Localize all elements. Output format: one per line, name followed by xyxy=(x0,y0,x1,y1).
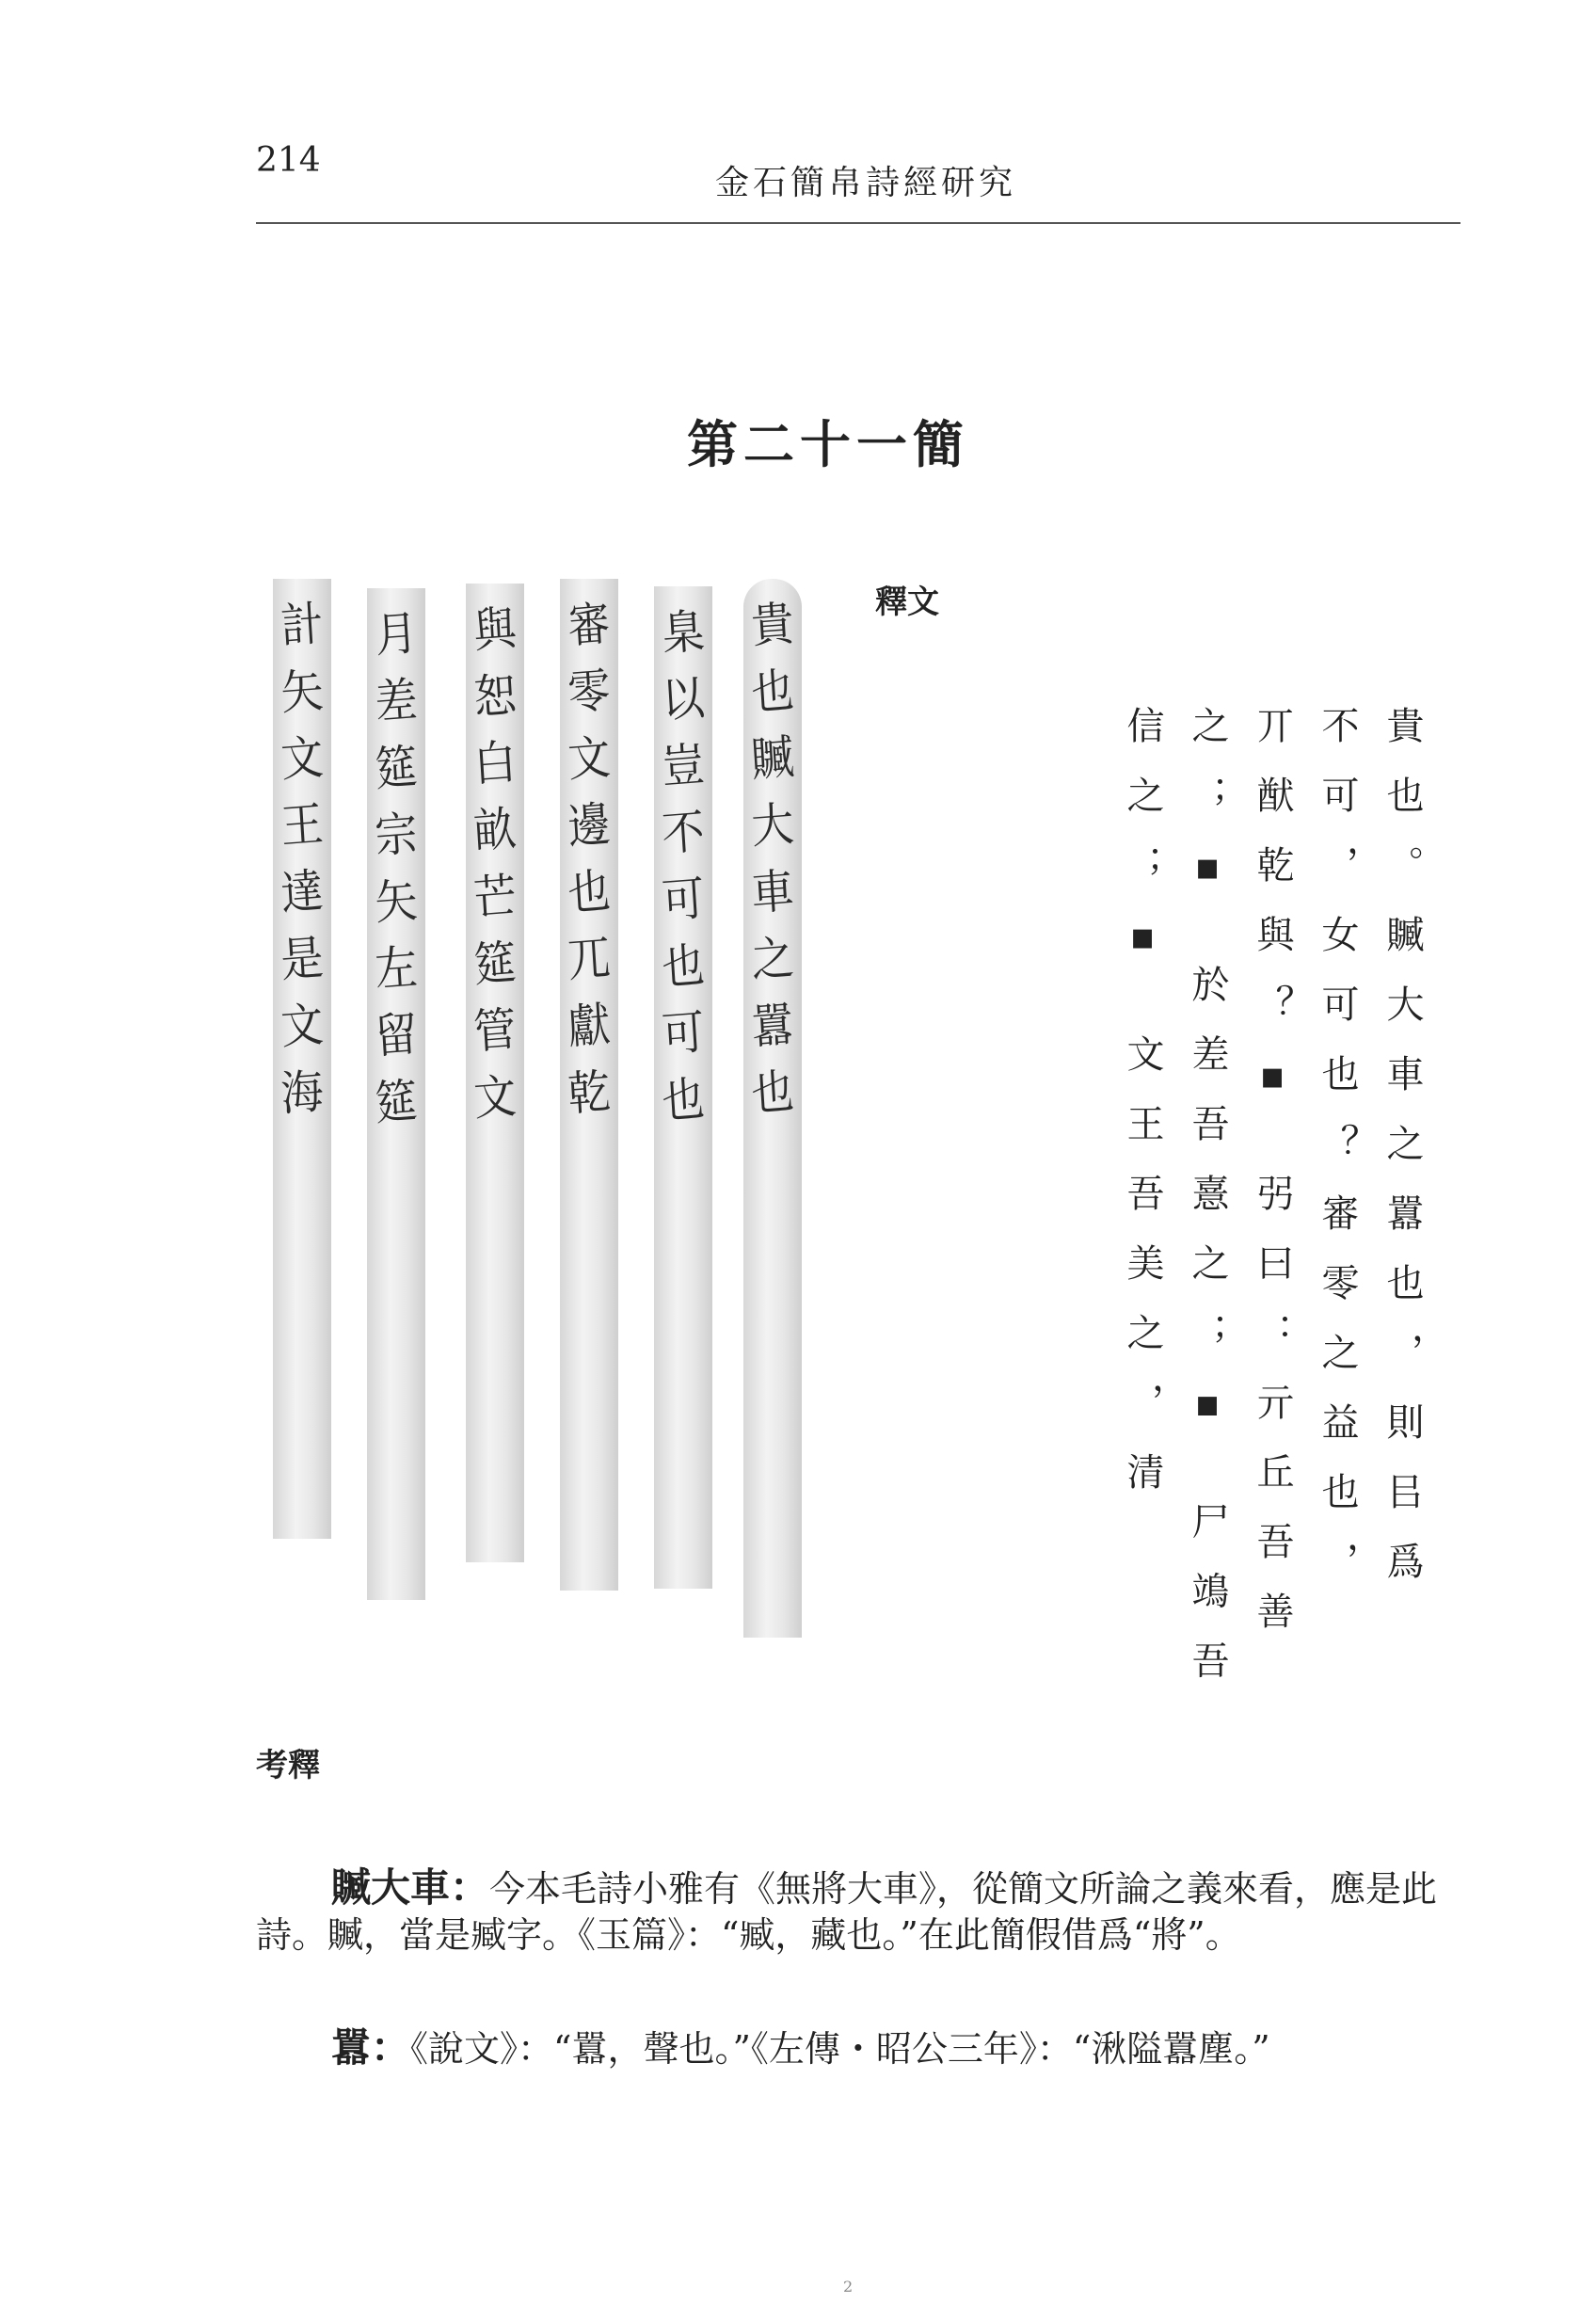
bamboo-strip-1 xyxy=(743,579,802,1638)
strip-glyph: 之 xyxy=(749,930,796,988)
strip-glyph: 也 xyxy=(566,863,613,921)
strip-glyph: 筵 xyxy=(373,739,420,797)
transcription-column-4: 之；▪ 於差吾憙之；▪ 尸鴗吾 xyxy=(1186,706,1229,1711)
bamboo-strip-2 xyxy=(654,586,712,1589)
strip-glyph: 也 xyxy=(660,1071,707,1129)
strip-glyph: 邊 xyxy=(566,796,613,855)
commentary-label: 考釋 xyxy=(256,1747,320,1784)
running-title: 金石簡帛詩經研究 xyxy=(715,164,1017,202)
strip-glyph: 乾 xyxy=(566,1064,613,1122)
transcription-column-1: 貴也。贓大車之囂也，則㠯爲 xyxy=(1381,706,1424,1611)
chapter-title: 第二十一簡 xyxy=(687,415,969,474)
strip-glyph: 筵 xyxy=(471,935,519,993)
strip-glyph: 管 xyxy=(471,1001,519,1060)
bamboo-strip-3 xyxy=(560,579,618,1591)
header-divider xyxy=(256,222,1460,224)
commentary-text: 今本毛詩小雅有《無將大車》，從簡文所論之義來看，應是此詩。贓，當是臧字。《玉篇》：“臧，藏也。”在此簡假借爲“將”。 xyxy=(256,1868,1438,1956)
strip-glyph: 恕 xyxy=(471,667,519,726)
transcription-column-3: 丌猷乾與？▪ 弜曰：亓丘吾善 xyxy=(1251,706,1294,1661)
bamboo-strip-6 xyxy=(273,579,331,1539)
transcription-block xyxy=(950,706,1424,1711)
strip-glyph: 差 xyxy=(373,672,420,730)
strip-glyph: 與 xyxy=(471,600,519,659)
strip-glyph: 芒 xyxy=(471,868,519,926)
strip-glyph: 贓 xyxy=(749,729,796,788)
commentary-entry-2 xyxy=(256,2023,1449,2073)
strip-glyph: 貴 xyxy=(749,596,796,654)
strip-glyph: 達 xyxy=(279,863,326,921)
strip-glyph: 臬 xyxy=(660,603,707,662)
strip-glyph: 也 xyxy=(749,1064,796,1122)
strip-glyph: 宗 xyxy=(373,806,420,864)
strip-glyph: 可 xyxy=(660,871,707,929)
strip-glyph: 零 xyxy=(566,663,613,721)
strip-glyph: 審 xyxy=(566,596,613,654)
strip-glyph: 囂 xyxy=(749,997,796,1055)
strip-glyph: 豈 xyxy=(660,737,707,795)
page-number: 214 xyxy=(256,141,321,180)
strip-glyph: 矢 xyxy=(279,663,326,721)
transcription-column-2: 不可，女可也？審零之益也， xyxy=(1316,706,1359,1611)
strip-glyph: 左 xyxy=(373,939,420,998)
commentary-text: 《說文》：“囂，聲也。”《左傳・昭公三年》：“湫隘囂塵。” xyxy=(410,2028,1270,2070)
strip-glyph: 車 xyxy=(749,863,796,921)
strip-glyph: 文 xyxy=(471,1068,519,1127)
strip-glyph: 海 xyxy=(279,1064,326,1122)
strip-glyph: 白 xyxy=(471,734,519,792)
strip-glyph: 文 xyxy=(279,729,326,788)
strip-glyph: 王 xyxy=(279,796,326,855)
strip-glyph: 大 xyxy=(749,796,796,855)
strip-glyph: 是 xyxy=(279,930,326,988)
transcription-label: 釋文 xyxy=(875,584,939,621)
commentary-term: 贓大車： xyxy=(331,1864,490,1911)
strip-glyph: 也 xyxy=(749,663,796,721)
bamboo-strip-4 xyxy=(466,584,524,1562)
commentary-entry-1 xyxy=(256,1863,1449,1958)
strip-glyph: 兀 xyxy=(566,930,613,988)
strip-glyph: 畝 xyxy=(471,801,519,859)
strip-glyph: 矢 xyxy=(373,872,420,931)
strip-glyph: 筵 xyxy=(373,1073,420,1131)
strip-glyph: 以 xyxy=(660,670,707,728)
strip-glyph: 不 xyxy=(660,804,707,862)
bamboo-strips-photo xyxy=(273,579,828,1661)
strip-glyph: 可 xyxy=(660,1004,707,1063)
commentary-term: 囂： xyxy=(331,2024,411,2071)
transcription-column-5: 信之；▪ 文王吾美之，清 xyxy=(1121,706,1164,1522)
strip-glyph: 也 xyxy=(660,937,707,996)
footer-mark: 2 xyxy=(843,2278,854,2295)
strip-glyph: 獻 xyxy=(566,997,613,1055)
strip-glyph: 計 xyxy=(279,596,326,654)
strip-glyph: 文 xyxy=(279,997,326,1055)
bamboo-strip-5 xyxy=(367,588,425,1600)
strip-glyph: 文 xyxy=(566,729,613,788)
strip-glyph: 留 xyxy=(373,1006,420,1064)
strip-glyph: 月 xyxy=(373,605,420,664)
